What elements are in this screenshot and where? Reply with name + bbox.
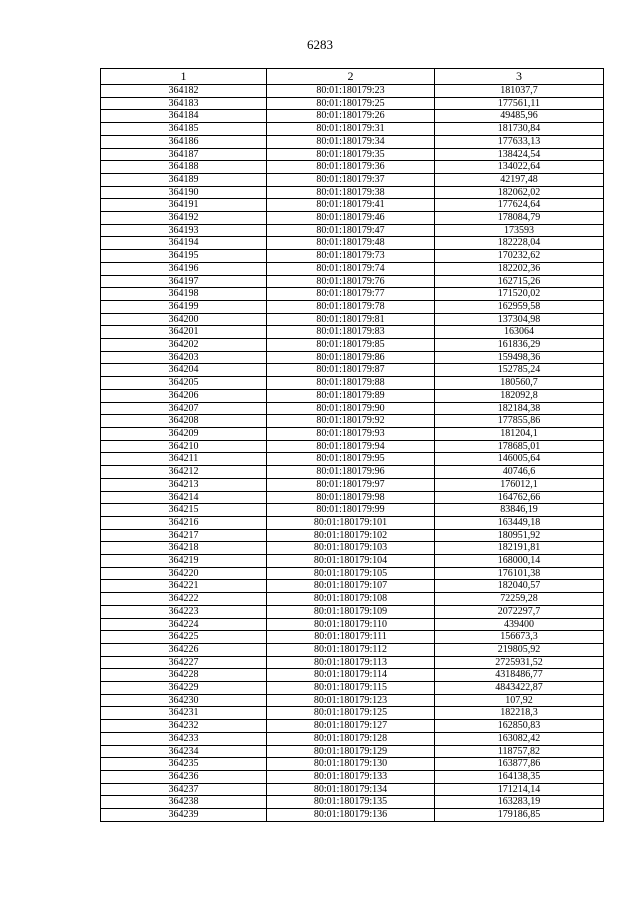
cell-number: 364184 <box>101 110 267 123</box>
cell-cadastral-id: 80:01:180179:35 <box>267 148 435 161</box>
cell-cadastral-id: 80:01:180179:130 <box>267 758 435 771</box>
cell-cadastral-id: 80:01:180179:77 <box>267 288 435 301</box>
cell-number: 364232 <box>101 720 267 733</box>
cell-number: 364234 <box>101 745 267 758</box>
table-row <box>101 796 604 809</box>
cell-value: 4318486,77 <box>435 669 604 682</box>
cell-number: 364225 <box>101 631 267 644</box>
cell-number: 364192 <box>101 212 267 225</box>
cell-cadastral-id: 80:01:180179:89 <box>267 389 435 402</box>
cell-cadastral-id: 80:01:180179:47 <box>267 224 435 237</box>
cell-number: 364205 <box>101 377 267 390</box>
cell-number: 364196 <box>101 262 267 275</box>
cell-value: 182228,04 <box>435 237 604 250</box>
cell-number: 364233 <box>101 732 267 745</box>
cell-value: 137304,98 <box>435 313 604 326</box>
cell-value: 178685,01 <box>435 440 604 453</box>
cell-cadastral-id: 80:01:180179:37 <box>267 173 435 186</box>
cell-number: 364216 <box>101 516 267 529</box>
cell-cadastral-id: 80:01:180179:134 <box>267 783 435 796</box>
cell-cadastral-id: 80:01:180179:136 <box>267 809 435 822</box>
table-row <box>101 593 604 606</box>
cell-number: 364217 <box>101 529 267 542</box>
cell-number: 364194 <box>101 237 267 250</box>
page-number: 6283 <box>307 37 333 52</box>
cell-value: 181204,1 <box>435 427 604 440</box>
cell-value: 439400 <box>435 618 604 631</box>
cell-number: 364230 <box>101 694 267 707</box>
cell-cadastral-id: 80:01:180179:128 <box>267 732 435 745</box>
cell-value: 177624,64 <box>435 199 604 212</box>
cell-value: 178084,79 <box>435 212 604 225</box>
cell-value: 180560,7 <box>435 377 604 390</box>
cell-cadastral-id: 80:01:180179:98 <box>267 491 435 504</box>
table-row <box>101 173 604 186</box>
cell-number: 364226 <box>101 643 267 656</box>
cell-number: 364190 <box>101 186 267 199</box>
cell-cadastral-id: 80:01:180179:25 <box>267 97 435 110</box>
table-body <box>101 85 604 822</box>
cell-cadastral-id: 80:01:180179:93 <box>267 427 435 440</box>
cell-cadastral-id: 80:01:180179:123 <box>267 694 435 707</box>
cell-cadastral-id: 80:01:180179:88 <box>267 377 435 390</box>
cell-value: 107,92 <box>435 694 604 707</box>
cell-value: 2072297,7 <box>435 605 604 618</box>
cell-cadastral-id: 80:01:180179:112 <box>267 643 435 656</box>
cell-number: 364211 <box>101 453 267 466</box>
table-row <box>101 377 604 390</box>
cell-cadastral-id: 80:01:180179:94 <box>267 440 435 453</box>
cell-value: 162715,26 <box>435 275 604 288</box>
table-row <box>101 224 604 237</box>
cell-cadastral-id: 80:01:180179:133 <box>267 770 435 783</box>
cell-cadastral-id: 80:01:180179:107 <box>267 580 435 593</box>
table-row <box>101 669 604 682</box>
cell-number: 364239 <box>101 809 267 822</box>
cell-value: 182218,3 <box>435 707 604 720</box>
cell-cadastral-id: 80:01:180179:36 <box>267 161 435 174</box>
table-row <box>101 427 604 440</box>
cell-value: 163877,86 <box>435 758 604 771</box>
cell-cadastral-id: 80:01:180179:34 <box>267 135 435 148</box>
table-row <box>101 758 604 771</box>
table-row <box>101 275 604 288</box>
cell-number: 364195 <box>101 250 267 263</box>
table-row <box>101 199 604 212</box>
cell-number: 364224 <box>101 618 267 631</box>
cell-number: 364207 <box>101 402 267 415</box>
cell-number: 364198 <box>101 288 267 301</box>
table-row <box>101 262 604 275</box>
cell-cadastral-id: 80:01:180179:125 <box>267 707 435 720</box>
table-row <box>101 618 604 631</box>
cell-cadastral-id: 80:01:180179:38 <box>267 186 435 199</box>
cell-number: 364188 <box>101 161 267 174</box>
table-row <box>101 529 604 542</box>
table-row <box>101 745 604 758</box>
cell-value: 182040,57 <box>435 580 604 593</box>
cell-cadastral-id: 80:01:180179:127 <box>267 720 435 733</box>
cell-number: 364203 <box>101 351 267 364</box>
cell-cadastral-id: 80:01:180179:26 <box>267 110 435 123</box>
table-row <box>101 148 604 161</box>
cell-value: 176101,38 <box>435 567 604 580</box>
cell-value: 219805,92 <box>435 643 604 656</box>
cell-value: 42197,48 <box>435 173 604 186</box>
cell-cadastral-id: 80:01:180179:129 <box>267 745 435 758</box>
cell-number: 364214 <box>101 491 267 504</box>
cell-value: 177561,11 <box>435 97 604 110</box>
cell-value: 176012,1 <box>435 478 604 491</box>
table-row <box>101 440 604 453</box>
table-row <box>101 288 604 301</box>
table-row <box>101 631 604 644</box>
cell-cadastral-id: 80:01:180179:96 <box>267 466 435 479</box>
cell-cadastral-id: 80:01:180179:114 <box>267 669 435 682</box>
cell-number: 364220 <box>101 567 267 580</box>
cell-number: 364197 <box>101 275 267 288</box>
cell-number: 364208 <box>101 415 267 428</box>
table-row <box>101 110 604 123</box>
table-row <box>101 97 604 110</box>
cell-number: 364199 <box>101 300 267 313</box>
table-header <box>101 69 604 85</box>
cell-value: 182202,36 <box>435 262 604 275</box>
cell-value: 162850,83 <box>435 720 604 733</box>
table-row <box>101 720 604 733</box>
cell-number: 364227 <box>101 656 267 669</box>
cell-number: 364202 <box>101 339 267 352</box>
table-row <box>101 504 604 517</box>
cell-number: 364223 <box>101 605 267 618</box>
cell-value: 163064 <box>435 326 604 339</box>
cell-value: 163283,19 <box>435 796 604 809</box>
cell-value: 146005,64 <box>435 453 604 466</box>
cell-cadastral-id: 80:01:180179:101 <box>267 516 435 529</box>
table-row <box>101 250 604 263</box>
header-col-3: 3 <box>435 69 604 85</box>
table-row <box>101 491 604 504</box>
table-row <box>101 186 604 199</box>
cell-number: 364228 <box>101 669 267 682</box>
cell-cadastral-id: 80:01:180179:85 <box>267 339 435 352</box>
cell-number: 364213 <box>101 478 267 491</box>
cell-value: 177633,13 <box>435 135 604 148</box>
cell-number: 364182 <box>101 85 267 98</box>
table-row <box>101 783 604 796</box>
cell-number: 364200 <box>101 313 267 326</box>
cell-cadastral-id: 80:01:180179:48 <box>267 237 435 250</box>
cell-number: 364191 <box>101 199 267 212</box>
cell-number: 364212 <box>101 466 267 479</box>
cell-value: 40746,6 <box>435 466 604 479</box>
cell-value: 83846,19 <box>435 504 604 517</box>
table-row <box>101 516 604 529</box>
cell-number: 364238 <box>101 796 267 809</box>
cell-cadastral-id: 80:01:180179:104 <box>267 555 435 568</box>
table-row <box>101 135 604 148</box>
cell-cadastral-id: 80:01:180179:81 <box>267 313 435 326</box>
cell-value: 163449,18 <box>435 516 604 529</box>
cell-value: 156673,3 <box>435 631 604 644</box>
table-row <box>101 580 604 593</box>
cell-value: 164138,35 <box>435 770 604 783</box>
cell-value: 163082,42 <box>435 732 604 745</box>
table-row <box>101 605 604 618</box>
cell-value: 118757,82 <box>435 745 604 758</box>
cell-value: 173593 <box>435 224 604 237</box>
cell-cadastral-id: 80:01:180179:41 <box>267 199 435 212</box>
cell-number: 364201 <box>101 326 267 339</box>
cell-value: 162959,58 <box>435 300 604 313</box>
table-row <box>101 656 604 669</box>
table-row <box>101 212 604 225</box>
table-row <box>101 567 604 580</box>
cell-cadastral-id: 80:01:180179:108 <box>267 593 435 606</box>
cell-cadastral-id: 80:01:180179:87 <box>267 364 435 377</box>
table-row <box>101 339 604 352</box>
cell-value: 177855,86 <box>435 415 604 428</box>
table-row <box>101 364 604 377</box>
cell-number: 364221 <box>101 580 267 593</box>
cell-number: 364237 <box>101 783 267 796</box>
table-row <box>101 707 604 720</box>
cell-cadastral-id: 80:01:180179:111 <box>267 631 435 644</box>
cell-number: 364222 <box>101 593 267 606</box>
table-row <box>101 682 604 695</box>
cell-value: 152785,24 <box>435 364 604 377</box>
cell-number: 364210 <box>101 440 267 453</box>
table-row <box>101 313 604 326</box>
table-row <box>101 478 604 491</box>
header-col-2: 2 <box>267 69 435 85</box>
cell-number: 364219 <box>101 555 267 568</box>
table-row <box>101 453 604 466</box>
cell-cadastral-id: 80:01:180179:95 <box>267 453 435 466</box>
cell-value: 134022,64 <box>435 161 604 174</box>
cell-cadastral-id: 80:01:180179:73 <box>267 250 435 263</box>
table-row <box>101 555 604 568</box>
cell-cadastral-id: 80:01:180179:46 <box>267 212 435 225</box>
cell-cadastral-id: 80:01:180179:78 <box>267 300 435 313</box>
cell-number: 364193 <box>101 224 267 237</box>
table-row <box>101 732 604 745</box>
table-row <box>101 466 604 479</box>
cell-cadastral-id: 80:01:180179:31 <box>267 123 435 136</box>
cell-cadastral-id: 80:01:180179:90 <box>267 402 435 415</box>
header-col-1: 1 <box>101 69 267 85</box>
cell-cadastral-id: 80:01:180179:113 <box>267 656 435 669</box>
cell-number: 364187 <box>101 148 267 161</box>
cell-value: 182062,02 <box>435 186 604 199</box>
table-row <box>101 300 604 313</box>
cell-value: 4843422,87 <box>435 682 604 695</box>
cell-cadastral-id: 80:01:180179:86 <box>267 351 435 364</box>
cell-value: 171520,02 <box>435 288 604 301</box>
cell-value: 171214,14 <box>435 783 604 796</box>
cell-cadastral-id: 80:01:180179:74 <box>267 262 435 275</box>
table-row <box>101 542 604 555</box>
cell-number: 364183 <box>101 97 267 110</box>
table-row <box>101 809 604 822</box>
cell-cadastral-id: 80:01:180179:115 <box>267 682 435 695</box>
cell-number: 364218 <box>101 542 267 555</box>
cell-value: 72259,28 <box>435 593 604 606</box>
cell-value: 159498,36 <box>435 351 604 364</box>
cell-value: 182184,38 <box>435 402 604 415</box>
table-row <box>101 123 604 136</box>
cell-number: 364209 <box>101 427 267 440</box>
cell-value: 2725931,52 <box>435 656 604 669</box>
cell-number: 364236 <box>101 770 267 783</box>
cell-number: 364229 <box>101 682 267 695</box>
table-row <box>101 415 604 428</box>
cell-value: 161836,29 <box>435 339 604 352</box>
cell-cadastral-id: 80:01:180179:110 <box>267 618 435 631</box>
cell-cadastral-id: 80:01:180179:105 <box>267 567 435 580</box>
cell-value: 182092,8 <box>435 389 604 402</box>
cell-number: 364231 <box>101 707 267 720</box>
table-row <box>101 389 604 402</box>
table-row <box>101 351 604 364</box>
data-table <box>100 68 604 822</box>
cell-value: 49485,96 <box>435 110 604 123</box>
cell-cadastral-id: 80:01:180179:109 <box>267 605 435 618</box>
cell-cadastral-id: 80:01:180179:102 <box>267 529 435 542</box>
cell-value: 170232,62 <box>435 250 604 263</box>
cell-value: 138424,54 <box>435 148 604 161</box>
table-row <box>101 237 604 250</box>
cell-cadastral-id: 80:01:180179:23 <box>267 85 435 98</box>
table-row <box>101 402 604 415</box>
cell-value: 180951,92 <box>435 529 604 542</box>
cell-value: 179186,85 <box>435 809 604 822</box>
table-row <box>101 326 604 339</box>
cell-cadastral-id: 80:01:180179:99 <box>267 504 435 517</box>
cell-cadastral-id: 80:01:180179:92 <box>267 415 435 428</box>
cell-value: 164762,66 <box>435 491 604 504</box>
cell-number: 364204 <box>101 364 267 377</box>
cell-value: 168000,14 <box>435 555 604 568</box>
cell-cadastral-id: 80:01:180179:103 <box>267 542 435 555</box>
cell-value: 182191,81 <box>435 542 604 555</box>
cell-number: 364215 <box>101 504 267 517</box>
cell-value: 181730,84 <box>435 123 604 136</box>
cell-number: 364235 <box>101 758 267 771</box>
cell-number: 364189 <box>101 173 267 186</box>
cell-cadastral-id: 80:01:180179:97 <box>267 478 435 491</box>
table-row <box>101 643 604 656</box>
cell-cadastral-id: 80:01:180179:135 <box>267 796 435 809</box>
table-row <box>101 694 604 707</box>
table-row <box>101 770 604 783</box>
cell-cadastral-id: 80:01:180179:83 <box>267 326 435 339</box>
cell-value: 181037,7 <box>435 85 604 98</box>
cell-number: 364185 <box>101 123 267 136</box>
table-row <box>101 161 604 174</box>
cell-number: 364206 <box>101 389 267 402</box>
cell-number: 364186 <box>101 135 267 148</box>
cell-cadastral-id: 80:01:180179:76 <box>267 275 435 288</box>
header-row <box>101 69 604 85</box>
table-row <box>101 85 604 98</box>
